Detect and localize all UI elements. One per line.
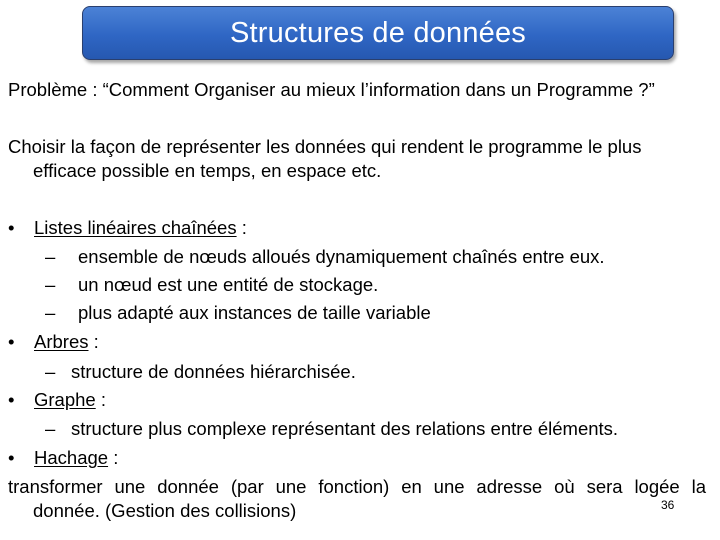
list-subitem-3: plus adapté aux instances de taille variable <box>78 302 431 323</box>
trees-subitem: structure de données hiérarchisée. <box>71 361 356 382</box>
bullet-icon: • <box>8 447 15 468</box>
choice-line-1: Choisir la façon de représenter les données qui rendent le programme le plus <box>8 136 642 157</box>
list-subitem-1: ensemble de nœuds alloués dynamiquement chaînés entre eux. <box>78 246 605 267</box>
slide-title: Structures de données <box>230 16 526 49</box>
dash-icon: – <box>45 246 56 267</box>
term-graph-suffix: : <box>95 389 106 410</box>
hash-line-1: transformer une donnée (par une fonction) en une adresse où sera logée la <box>8 476 706 497</box>
term-hash-suffix: : <box>108 447 119 468</box>
term-trees: Arbres <box>34 331 89 352</box>
term-graph: Graphe <box>34 389 96 410</box>
bullet-hash <box>34 447 118 469</box>
bullet-graph <box>34 389 106 411</box>
bullet-icon: • <box>8 217 15 238</box>
dash-icon: – <box>45 302 56 323</box>
list-subitem-2: un nœud est une entité de stockage. <box>78 274 379 295</box>
bullet-icon: • <box>8 389 15 410</box>
term-lists-suffix: : <box>236 217 247 238</box>
term-lists: Listes linéaires chaînées <box>34 217 237 238</box>
bullet-lists <box>34 217 247 239</box>
page-number: 36 <box>661 498 675 512</box>
term-trees-suffix: : <box>88 331 99 352</box>
problem-statement: Problème : “Comment Organiser au mieux l’information dans un Programme ?” <box>8 79 655 100</box>
dash-icon: – <box>45 418 56 439</box>
choice-line-2: efficace possible en temps, en espace etc. <box>33 160 382 181</box>
bullet-trees <box>34 331 99 353</box>
dash-icon: – <box>45 274 56 295</box>
bullet-icon: • <box>8 331 15 352</box>
dash-icon: – <box>45 361 56 382</box>
hash-line-2: donnée. (Gestion des collisions) <box>33 500 297 521</box>
graph-subitem: structure plus complexe représentant des relations entre éléments. <box>71 418 619 439</box>
term-hash: Hachage <box>34 447 109 468</box>
